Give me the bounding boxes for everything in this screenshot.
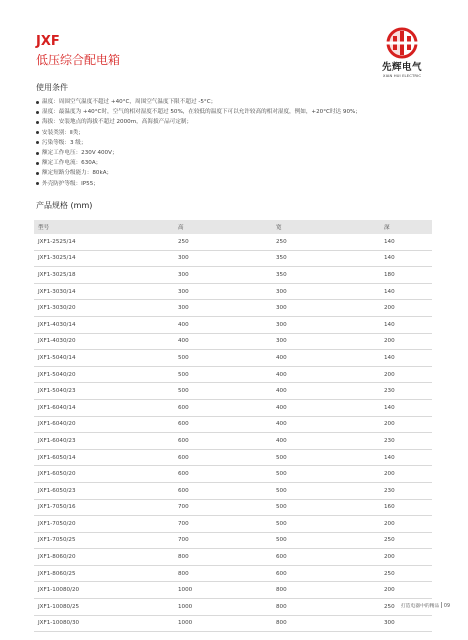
cell-height: 600 (166, 416, 264, 433)
cell-height: 600 (166, 449, 264, 466)
list-item: 海拔：安装地点的海拔不超过 2000m，高海拔产品可定制； (36, 117, 436, 127)
table-row (34, 350, 432, 367)
cell-width: 350 (264, 267, 362, 284)
column-header-depth: 深 (362, 220, 432, 234)
cell-height: 300 (166, 300, 264, 317)
cell-depth: 140 (362, 449, 432, 466)
cell-width: 250 (264, 234, 362, 250)
table-row (34, 250, 432, 267)
cell-width: 400 (264, 399, 362, 416)
cell-width: 600 (264, 565, 362, 582)
cell-width: 400 (264, 366, 362, 383)
table-row (34, 482, 432, 499)
cell-depth: 180 (362, 267, 432, 284)
spec-table (34, 220, 432, 632)
conditions-list (36, 97, 436, 189)
cell-width: 400 (264, 350, 362, 367)
table-row (34, 532, 432, 549)
cell-height: 800 (166, 565, 264, 582)
cell-height: 600 (166, 399, 264, 416)
list-item: 外壳防护等级：IP55； (36, 179, 436, 189)
cell-depth: 200 (362, 516, 432, 533)
column-header-height: 高 (166, 220, 264, 234)
cell-height: 300 (166, 250, 264, 267)
page-number: 09 (443, 604, 450, 609)
cell-height: 300 (166, 283, 264, 300)
cell-width: 800 (264, 582, 362, 599)
cell-depth: 230 (362, 482, 432, 499)
cell-depth: 160 (362, 499, 432, 516)
cell-height: 1000 (166, 615, 264, 632)
cell-height: 300 (166, 267, 264, 284)
list-item: 温度：周围空气温度不超过 +40°C，周围空气温度下限不超过 -5°C； (36, 97, 436, 107)
cell-depth: 140 (362, 234, 432, 250)
cell-model: JXF1-10080/25 (34, 599, 166, 616)
cell-height: 500 (166, 383, 264, 400)
table-header-row (34, 220, 432, 234)
page-footer (401, 602, 450, 609)
cell-height: 600 (166, 433, 264, 450)
column-header-model: 型号 (34, 220, 166, 234)
cell-width: 800 (264, 615, 362, 632)
cell-model: JXF1-5040/23 (34, 383, 166, 400)
cell-depth: 230 (362, 383, 432, 400)
cell-height: 400 (166, 333, 264, 350)
cell-model: JXF1-3025/18 (34, 267, 166, 284)
cell-height: 250 (166, 234, 264, 250)
table-row (34, 333, 432, 350)
cell-model: JXF1-10080/30 (34, 615, 166, 632)
table-row (34, 300, 432, 317)
cell-width: 350 (264, 250, 362, 267)
cell-depth: 200 (362, 416, 432, 433)
spec-table-body (34, 234, 432, 632)
cell-depth: 140 (362, 350, 432, 367)
table-row (34, 615, 432, 632)
cell-depth: 230 (362, 433, 432, 450)
cell-depth: 200 (362, 333, 432, 350)
footer-slogan: 打造电器中的精品 (400, 604, 440, 609)
cell-model: JXF1-7050/25 (34, 532, 166, 549)
cell-height: 500 (166, 366, 264, 383)
cell-width: 800 (264, 599, 362, 616)
cell-width: 400 (264, 433, 362, 450)
cell-model: JXF1-4030/14 (34, 316, 166, 333)
cell-height: 1000 (166, 582, 264, 599)
cell-model: JXF1-3030/14 (34, 283, 166, 300)
table-row (34, 466, 432, 483)
cell-depth: 250 (362, 565, 432, 582)
cell-width: 500 (264, 449, 362, 466)
list-item: 额定工作电流：630A； (36, 158, 436, 168)
cell-depth: 250 (362, 532, 432, 549)
cell-width: 300 (264, 333, 362, 350)
cell-height: 1000 (166, 599, 264, 616)
cell-model: JXF1-6050/14 (34, 449, 166, 466)
table-row (34, 516, 432, 533)
cell-width: 400 (264, 416, 362, 433)
product-code: JXF (36, 34, 60, 49)
cell-height: 400 (166, 316, 264, 333)
cell-height: 600 (166, 482, 264, 499)
cell-model: JXF1-6050/23 (34, 482, 166, 499)
product-name: 低压综合配电箱 (36, 53, 121, 67)
table-row (34, 565, 432, 582)
list-item: 额定短路分级能力：80kA； (36, 168, 436, 178)
cell-model: JXF1-8060/20 (34, 549, 166, 566)
cell-height: 800 (166, 549, 264, 566)
brand-name: 先辉电气 (381, 62, 422, 73)
cell-height: 600 (166, 466, 264, 483)
brand-english-name: XIAN HUI ELECTRIC (382, 73, 422, 78)
cell-model: JXF1-7050/16 (34, 499, 166, 516)
cell-width: 300 (264, 283, 362, 300)
table-row (34, 316, 432, 333)
cell-depth: 140 (362, 283, 432, 300)
cell-width: 300 (264, 300, 362, 317)
cell-depth: 250 (362, 599, 432, 616)
cell-height: 700 (166, 499, 264, 516)
cell-width: 500 (264, 482, 362, 499)
cell-model: JXF1-5040/14 (34, 350, 166, 367)
table-row (34, 582, 432, 599)
table-row (34, 234, 432, 250)
cell-model: JXF1-3030/20 (34, 300, 166, 317)
cell-depth: 140 (362, 250, 432, 267)
cell-model: JXF1-6040/14 (34, 399, 166, 416)
table-row (34, 499, 432, 516)
cell-width: 600 (264, 549, 362, 566)
cell-depth: 200 (362, 549, 432, 566)
cell-width: 400 (264, 383, 362, 400)
cell-depth: 300 (362, 615, 432, 632)
brand-logo (372, 27, 432, 78)
table-row (34, 433, 432, 450)
cell-model: JXF1-6040/23 (34, 433, 166, 450)
cell-model: JXF1-6050/20 (34, 466, 166, 483)
table-row (34, 366, 432, 383)
table-row (34, 599, 432, 616)
cell-height: 700 (166, 516, 264, 533)
cell-depth: 200 (362, 466, 432, 483)
cell-model: JXF1-5040/20 (34, 366, 166, 383)
footer-divider (441, 602, 442, 608)
cell-width: 500 (264, 516, 362, 533)
cell-model: JXF1-10080/20 (34, 582, 166, 599)
cell-width: 500 (264, 532, 362, 549)
table-row (34, 449, 432, 466)
cell-model: JXF1-4030/20 (34, 333, 166, 350)
cell-model: JXF1-2525/14 (34, 234, 166, 250)
cell-model: JXF1-8060/25 (34, 565, 166, 582)
cell-depth: 140 (362, 316, 432, 333)
column-header-width: 宽 (264, 220, 362, 234)
table-row (34, 549, 432, 566)
list-item: 额定工作电压：230V 400V； (36, 148, 436, 158)
cell-width: 300 (264, 316, 362, 333)
table-row (34, 399, 432, 416)
cell-height: 700 (166, 532, 264, 549)
cell-depth: 200 (362, 582, 432, 599)
cell-model: JXF1-7050/20 (34, 516, 166, 533)
table-row (34, 267, 432, 284)
cell-width: 500 (264, 499, 362, 516)
cell-depth: 200 (362, 300, 432, 317)
table-row (34, 383, 432, 400)
specs-title: 产品规格 (mm) (36, 201, 93, 210)
conditions-title: 使用条件 (36, 83, 68, 92)
cell-model: JXF1-6040/20 (34, 416, 166, 433)
cell-depth: 140 (362, 399, 432, 416)
table-row (34, 416, 432, 433)
cell-depth: 200 (362, 366, 432, 383)
brand-logo-icon (379, 27, 425, 59)
list-item: 湿度：最温度为 +40°C时，空气的相对湿度不超过 50%，在较低的温度下可以允许较高的相对湿度，例如，+20°C时达 90%； (36, 107, 436, 117)
cell-height: 500 (166, 350, 264, 367)
list-item: 安装类别：Ⅱ类； (36, 128, 436, 138)
cell-width: 500 (264, 466, 362, 483)
list-item: 污染等级：3 级； (36, 138, 436, 148)
cell-model: JXF1-3025/14 (34, 250, 166, 267)
table-row (34, 283, 432, 300)
